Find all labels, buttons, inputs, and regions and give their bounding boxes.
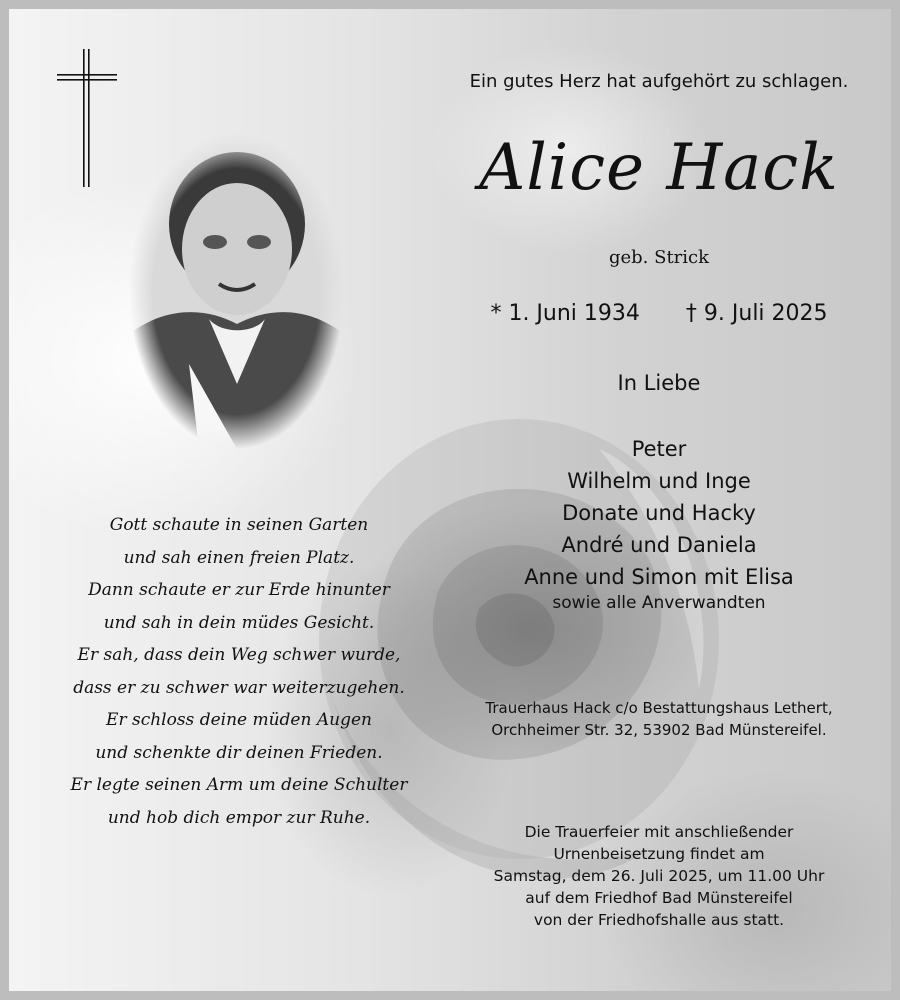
- death-date: † 9. Juli 2025: [685, 301, 828, 326]
- poem-line: Dann schaute er zur Erde hinunter: [88, 580, 390, 600]
- ceremony-line: Samstag, dem 26. Juli 2025, um 11.00 Uhr: [493, 867, 825, 885]
- mourner-name: Anne und Simon mit Elisa: [524, 565, 794, 589]
- in-love-heading: In Liebe: [617, 371, 701, 395]
- mourner-name: Wilhelm und Inge: [567, 469, 751, 493]
- address-line: Orchheimer Str. 32, 53902 Bad Münstereifel.: [491, 721, 827, 739]
- poem-line: und schenkte dir deinen Frieden.: [95, 742, 383, 763]
- maiden-name: geb. Strick: [608, 247, 710, 268]
- poem-line: dass er zu schwer war weiterzugehen.: [73, 677, 405, 698]
- cross-icon: [57, 49, 117, 187]
- poem-line: Er schloss deine müden Augen: [106, 710, 372, 730]
- poem: [69, 509, 409, 834]
- funeral-ceremony-info: [454, 821, 864, 931]
- poem-line: Er sah, dass dein Weg schwer wurde,: [77, 645, 401, 665]
- address-line: Trauerhaus Hack c/o Bestattungshaus Lethert,: [485, 699, 833, 717]
- relatives-text: sowie alle Anverwandten: [552, 593, 766, 613]
- mourning-house-address: [454, 697, 864, 741]
- ceremony-line: Die Trauerfeier mit anschließender: [524, 823, 794, 841]
- poem-line: Er legte seinen Arm um deine Schulter: [70, 775, 408, 795]
- poem-line: Gott schaute in seinen Garten: [109, 515, 369, 535]
- mourner-name: Donate und Hacky: [562, 501, 756, 525]
- ceremony-line: auf dem Friedhof Bad Münstereifel: [525, 889, 793, 907]
- motto-text: Ein gutes Herz hat aufgehört zu schlagen.: [469, 71, 849, 92]
- ceremony-line: Urnenbeisetzung findet am: [553, 845, 765, 863]
- ceremony-line: von der Friedhofshalle aus statt.: [533, 911, 785, 929]
- mourner-name: Peter: [631, 437, 687, 461]
- poem-line: und sah in dein müdes Gesicht.: [103, 612, 375, 633]
- portrait-photo: [129, 134, 344, 449]
- poem-line: und hob dich empor zur Ruhe.: [107, 807, 371, 828]
- mourner-name: André und Daniela: [561, 533, 757, 557]
- life-dates: [449, 301, 869, 326]
- mourners-list: [459, 433, 859, 593]
- deceased-name: Alice Hack: [479, 131, 839, 205]
- birth-date: * 1. Juni 1934: [490, 301, 640, 326]
- poem-line: und sah einen freien Platz.: [123, 547, 355, 568]
